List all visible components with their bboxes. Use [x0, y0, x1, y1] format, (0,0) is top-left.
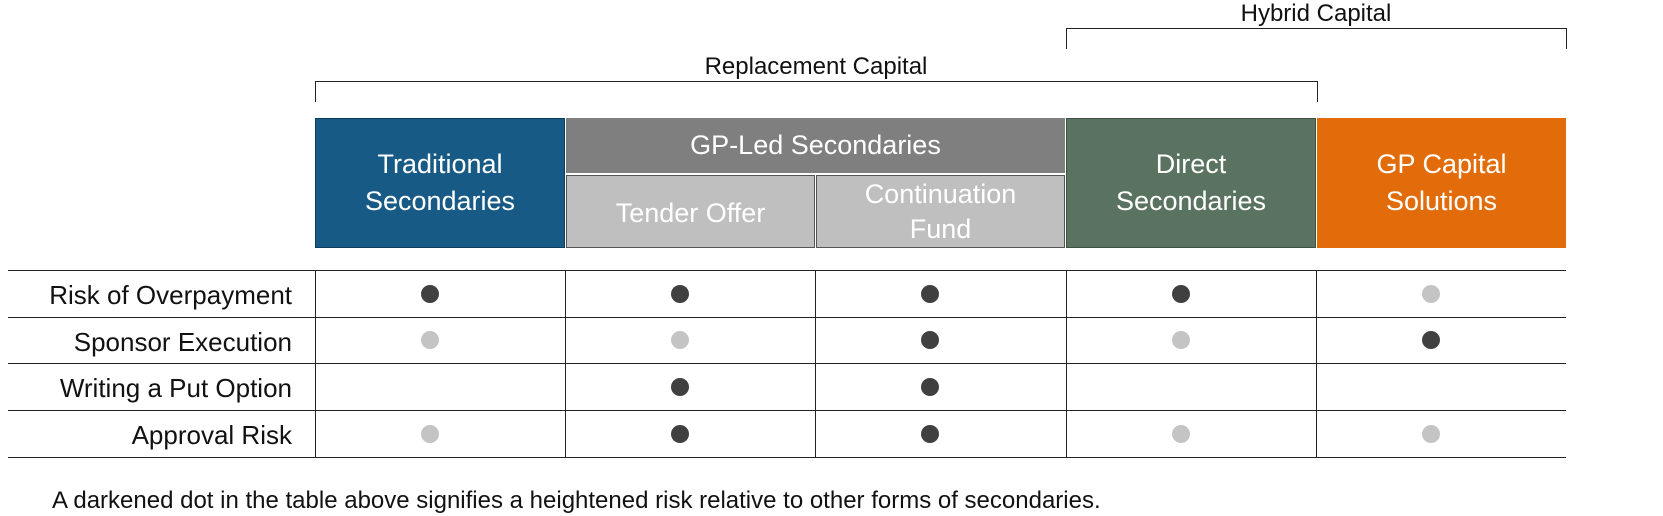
- light-risk-dot: [1172, 425, 1190, 443]
- dark-risk-dot: [1172, 285, 1190, 303]
- dark-risk-dot: [671, 425, 689, 443]
- header-continuation-fund: Continuation Fund: [816, 175, 1065, 248]
- light-risk-dot: [671, 331, 689, 349]
- replacement-capital-label: Replacement Capital: [704, 53, 928, 80]
- replacement-capital-bracket: [315, 81, 1318, 102]
- header-gp-capital-solutions: GP Capital Solutions: [1317, 118, 1566, 248]
- light-risk-dot: [421, 331, 439, 349]
- dark-risk-dot: [921, 425, 939, 443]
- header-traditional-secondaries: Traditional Secondaries: [315, 118, 565, 248]
- row-label-approval-risk: Approval Risk: [131, 420, 292, 450]
- hybrid-capital-label: Hybrid Capital: [1240, 0, 1392, 27]
- dark-risk-dot: [921, 378, 939, 396]
- column-divider: [315, 270, 316, 458]
- row-label-writing-a-put-option: Writing a Put Option: [59, 373, 292, 403]
- column-divider: [815, 270, 816, 458]
- dark-risk-dot: [671, 378, 689, 396]
- row-label-sponsor-execution: Sponsor Execution: [73, 327, 292, 357]
- light-risk-dot: [1422, 425, 1440, 443]
- dark-risk-dot: [1422, 331, 1440, 349]
- header-tender-offer: Tender Offer: [566, 175, 815, 248]
- column-divider: [1316, 270, 1317, 458]
- dark-risk-dot: [921, 285, 939, 303]
- row-label-risk-of-overpayment: Risk of Overpayment: [49, 280, 292, 310]
- column-divider: [1066, 270, 1067, 458]
- hybrid-capital-bracket: [1066, 28, 1567, 49]
- column-divider: [565, 270, 566, 458]
- dark-risk-dot: [671, 285, 689, 303]
- light-risk-dot: [421, 425, 439, 443]
- header-gp-led-secondaries: GP-Led Secondaries: [566, 118, 1065, 173]
- dark-risk-dot: [421, 285, 439, 303]
- footnote: A darkened dot in the table above signifies a heightened risk relative to other forms of secondaries.: [52, 487, 1101, 514]
- light-risk-dot: [1172, 331, 1190, 349]
- header-direct-secondaries: Direct Secondaries: [1066, 118, 1316, 248]
- dark-risk-dot: [921, 331, 939, 349]
- light-risk-dot: [1422, 285, 1440, 303]
